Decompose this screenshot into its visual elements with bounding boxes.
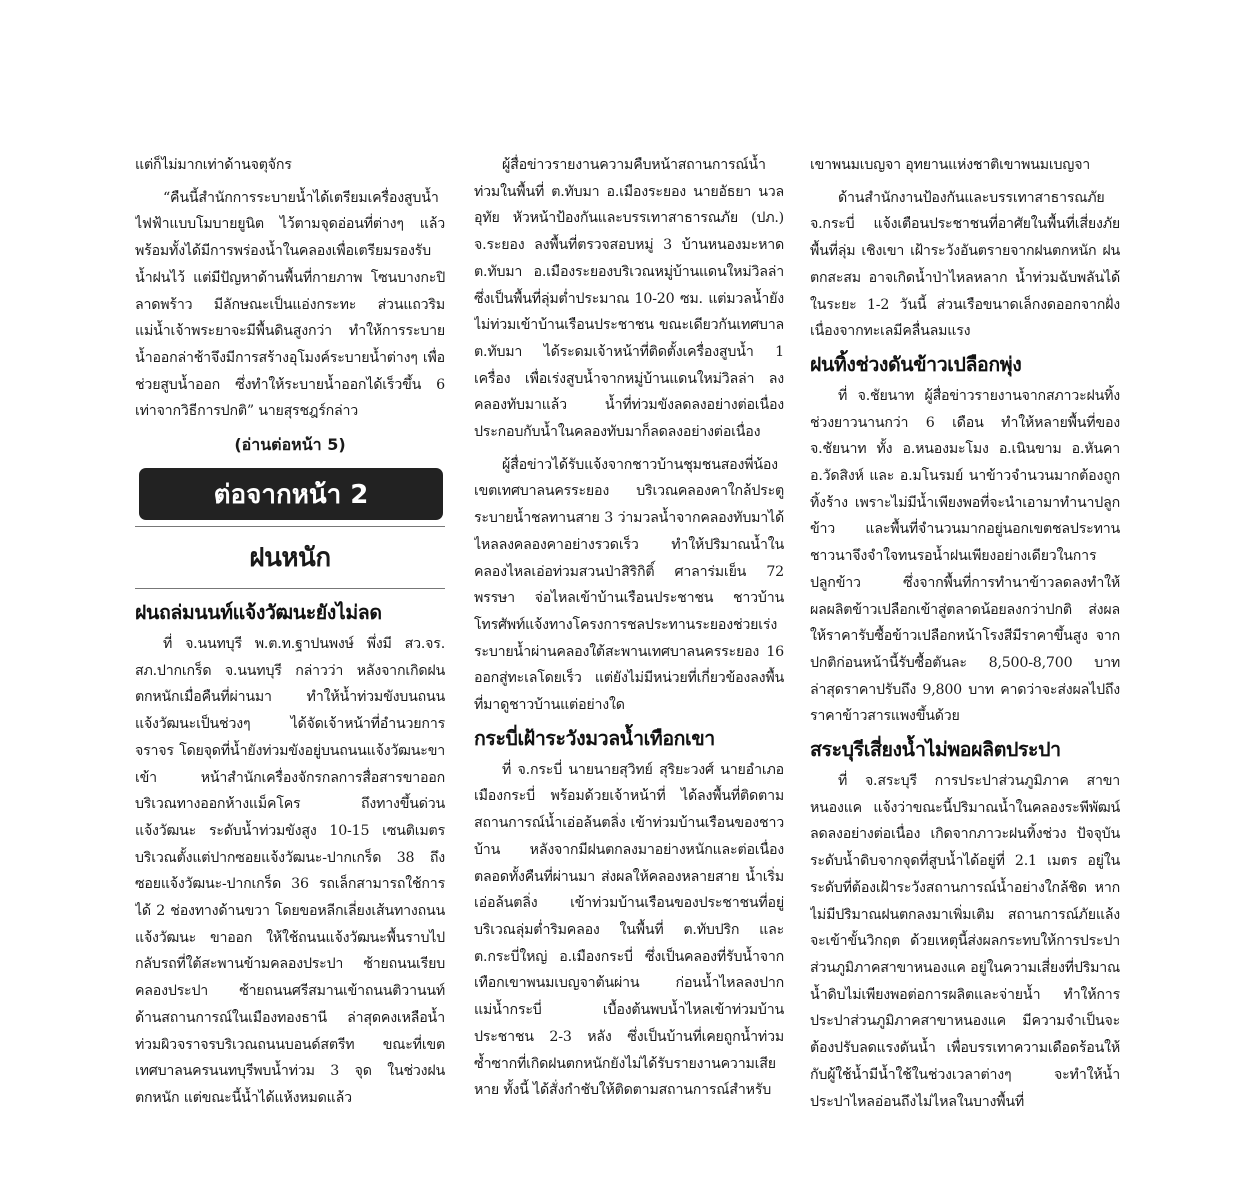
section-title: ฝนหนัก [249,543,331,574]
paragraph: ที่ จ.นนทบุรี พ.ต.ท.ฐาปนพงษ์ พึ่งมี สว.จร. สภ.ปากเกร็ด จ.นนทบุรี กล่าวว่า หลังจากเกิดฝนตกหนักเมื่อคืนที่ผ่านมา ทำให้น้ำท่วมขังบนถนนแจ้งวัฒนะเป็นช่วงๆ ได้จัดเจ้าหน้าที่อำนวยการจราจร โดยจุดที่น้ำยังท่วมขังอยู่บนถนนแจ้งวัฒนะขาเข้า หน้าสำนักเครื่องจักรกลการสื่อสารขาออก บริเวณทางออกห้างแม็คโคร ถึงทางขึ้นด่วนแจ้งวัฒนะ ระดับน้ำท่วมขังสูง 10-15 เซนติเมตร บริเวณตั้งแต่ปากซอยแจ้งวัฒนะ-ปากเกร็ด 38 ถึงซอยแจ้งวัฒนะ-ปากเกร็ด 36 รถเล็กสามารถใช้การได้ 2 ช่องทางด้านขวา โดยขอหลีกเลี่ยงเส้นทางถนนแจ้งวัฒนะ ขาออก ให้ใช้ถนนแจ้งวัฒนะพื้นราบไปกลับรถที่ใต้สะพานข้ามคลองประปา ซ้ายถนนเรียบคลองประปา ซ้ายถนนศรีสมานเข้าถนนติวานนท์ ด้านสถานการณ์ในเมืองทองธานี ล่าสุดคงเหลือน้ำท่วมผิวจราจรบริเวณถนนบอนด์สตรีท ขณะที่เขตเทศบาลนครนนทบุรีพบน้ำท่วม 3 จุด ในช่วงฝนตกหนัก แต่ขณะนี้น้ำได้แห้งหมดแล้ว [135,636,445,1106]
column-middle [474,152,784,1200]
paragraph: แต่ก็ไม่มากเท่าด้านจตุจักร [135,157,292,173]
article-headline: สระบุรีเสี่ยงน้ำไม่พอผลิตประปา [810,738,1061,762]
paragraph: เขาพนมเบญจา อุทยานแห่งชาติเขาพนมเบญจา [810,157,1091,173]
paragraph: ที่ จ.สระบุรี การประปาส่วนภูมิภาค สาขาหนองแค แจ้งว่าขณะนี้ปริมาณน้ำในคลองระพีพัฒน์ลดลงอย่างต่อเนื่อง เกิดจากภาวะฝนทิ้งช่วง ปัจจุบันระดับน้ำดิบจากจุดที่สูบน้ำได้อยู่ที่ 2.1 เมตร อยู่ในระดับที่ต้องเฝ้าระวังสถานการณ์น้ำอย่างใกล้ชิด หากไม่มีปริมาณฝนตกลงมาเพิ่มเติม สถานการณ์ภัยแล้งจะเข้าขั้นวิกฤต ด้วยเหตุนี้ส่งผลกระทบให้การประปาส่วนภูมิภาคสาขาหนองแค อยู่ในความเสี่ยงที่ปริมาณน้ำดิบไม่เพียงพอต่อการผลิตและจ่ายน้ำ ทำให้การประปาส่วนภูมิภาคสาขาหนองแค มีความจำเป็นจะต้องปรับลดแรงดันน้ำ เพื่อบรรเทาความเดือดร้อนให้กับผู้ใช้น้ำมีน้ำใช้ในช่วงเวลาต่างๆ จะทำให้น้ำประปาไหลอ่อนถึงไม่ไหลในบางพื้นที่ [810,773,1120,1110]
column-left [135,152,445,1200]
article-headline: กระบี่เฝ้าระวังมวลน้ำเทือกเขา [474,726,715,750]
paragraph: ที่ จ.ชัยนาท ผู้สื่อข่าวรายงานจากสภาวะฝนทิ้งช่วงยาวนานกว่า 6 เดือน ทำให้หลายพื้นที่ของ จ.ชัยนาท ทั้ง อ.หนองมะโมง อ.เนินขาม อ.หันคา อ.วัดสิงห์ และ อ.มโนรมย์ นาข้าวจำนวนมากต้องถูกทิ้งร้าง เพราะไม่มีน้ำเพียงพอที่จะนำเอามาทำนาปลูกข้าว และพื้นที่จำนวนมากอยู่นอกเขตชลประทาน ชาวนาจึงจำใจทนรอน้ำฝนเพียงอย่างเดียวในการปลูกข้าว ซึ่งจากพื้นที่การทำนาข้าวลดลงทำให้ผลผลิตข้าวเปลือกเข้าสู่ตลาดน้อยลงกว่าปกติ ส่งผลให้ราคารับซื้อข้าวเปลือกหน้าโรงสีมีราคาขึ้นสูง จากปกติก่อนหน้านี้รับซื้อตันละ 8,500-8,700 บาท ล่าสุดราคาปรับถึง 9,800 บาท คาดว่าจะส่งผลไปถึงราคาข้าวสารแพงขึ้นด้วย [810,387,1120,725]
continued-notice: (อ่านต่อหน้า 5) [234,435,346,455]
article-headline: ฝนถล่มนนท์แจ้งวัฒนะยังไม่ลด [135,601,382,625]
divider [135,526,445,527]
article-headline: ฝนทิ้งช่วงดันข้าวเปลือกพุ่ง [810,352,1022,376]
paragraph: “คืนนี้สำนักการระบายน้ำได้เตรียมเครื่องสูบน้ำไฟฟ้าแบบโมบายยูนิต ไว้ตามจุดอ่อนที่ต่างๆ แล้ว พร้อมทั้งได้มีการพร่องน้ำในคลองเพื่อเตรียมรองรับน้ำฝนไว้ แต่มีปัญหาด้านพื้นที่กายภาพ โซนบางกะปิ ลาดพร้าว มีลักษณะเป็นแอ่งกระทะ ส่วนแถวริมแม่น้ำเจ้าพระยาจะมีพื้นดินสูงกว่า ทำให้การระบายน้ำออกล่าช้าจึงมีการสร้างอุโมงค์ระบายน้ำต่างๆ เพื่อช่วยสูบน้ำออก ซึ่งทำให้ระบายน้ำออกได้เร็วขึ้น 6 เท่าจากวิธีการปกติ” นายสุรชฎร์กล่าว [135,189,445,420]
section-banner: ต่อจากหน้า 2 [139,468,443,520]
paragraph: ด้านสำนักงานป้องกันและบรรเทาสาธารณภัย จ.กระบี่ แจ้งเตือนประชาชนที่อาศัยในพื้นที่เสี่ยงภัย พื้นที่ลุ่ม เชิงเขา เฝ้าระวังอันตรายจากฝนตกหนัก ฝนตกสะสม อาจเกิดน้ำป่าไหลหลาก น้ำท่วมฉับพลันได้ ในระยะ 1-2 วันนี้ ส่วนเรือขนาดเล็กงดออกจากฝั่งเนื่องจากทะเลมีคลื่นลมแรง [810,189,1120,340]
paragraph: ที่ จ.กระบี่ นายนายสุวิทย์ สุริยะวงศ์ นายอำเภอเมืองกระบี่ พร้อมด้วยเจ้าหน้าที่ ได้ลงพื้นที่ติดตามสถานการณ์น้ำเอ่อล้นตลิ่ง เข้าท่วมบ้านเรือนของชาวบ้าน หลังจากมีฝนตกลงมาอย่างหนักและต่อเนื่องตลอดทั้งคืนที่ผ่านมา ส่งผลให้คลองหลายสาย น้ำเริ่มเอ่อล้นตลิ่ง เข้าท่วมบ้านเรือนของประชาชนที่อยู่บริเวณลุ่มต่ำริมคลอง ในพื้นที่ ต.ทับปริก และ ต.กระบี่ใหญ่ อ.เมืองกระบี่ ซึ่งเป็นคลองที่รับน้ำจากเทือกเขาพนมเบญจาต้นผ่าน ก่อนน้ำไหลลงปากแม่น้ำกระบี่ เบื้องต้นพบน้ำไหลเข้าท่วมบ้านประชาชน 2-3 หลัง ซึ่งเป็นบ้านที่เคยถูกน้ำท่วมซ้ำซากที่เกิดฝนตกหนักยังไม่ได้รับรายงานความเสียหาย ทั้งนี้ ได้สั่งกำชับให้ติดตามสถานการณ์สำหรับ [474,761,784,1099]
paragraph: ผู้สื่อข่าวรายงานความคืบหน้าสถานการณ์น้ำท่วมในพื้นที่ ต.ทับมา อ.เมืองระยอง นายอัธยา นวลอุทัย หัวหน้าป้องกันและบรรเทาสาธารณภัย (ปภ.) จ.ระยอง ลงพื้นที่ตรวจสอบหมู่ 3 บ้านหนองมะหาด ต.ทับมา อ.เมืองระยองบริเวณหมู่บ้านแดนใหม่วิลล่า ซึ่งเป็นพื้นที่ลุ่มต่ำประมาณ 10-20 ซม. แต่มวลน้ำยังไม่ท่วมเข้าบ้านเรือนประชาชน ขณะเดียวกันเทศบาล ต.ทับมา ได้ระดมเจ้าหน้าที่ติดตั้งเครื่องสูบน้ำ 1 เครื่อง เพื่อเร่งสูบน้ำจากหมู่บ้านแดนใหม่วิลล่า ลงคลองทับมาแล้ว น้ำที่ท่วมขังลดลงอย่างต่อเนื่อง ประกอบกับน้ำในคลองทับมาก็ลดลงอย่างต่อเนื่อง [474,157,784,441]
divider [135,588,445,589]
column-right [810,152,1120,1200]
paragraph: ผู้สื่อข่าวได้รับแจ้งจากชาวบ้านชุมชนสองพี่น้อง เขตเทศบาลนครระยอง บริเวณคลองคาใกล้ประตูระบายน้ำชลทานสาย 3 ว่ามวลน้ำจากคลองทับมาได้ไหลลงคลองคาอย่างรวดเร็ว ทำให้ปริมาณน้ำในคลองไหลเอ่อท่วมสวนป่าสิริกิติ์ ศาลาร่มเย็น 72 พรรษา จ่อไหลเข้าบ้านเรือนประชาชน ชาวบ้านโทรศัพท์แจ้งทางโครงการชลประทานระยองช่วยเร่งระบายน้ำผ่านคลองใต้สะพานเทศบาลนครระยอง 16 ออกสู่ทะเลโดยเร็ว แต่ยังไม่มีหน่วยที่เกี่ยวข้องลงพื้นที่มาดูชาวบ้านแต่อย่างใด [474,456,784,714]
